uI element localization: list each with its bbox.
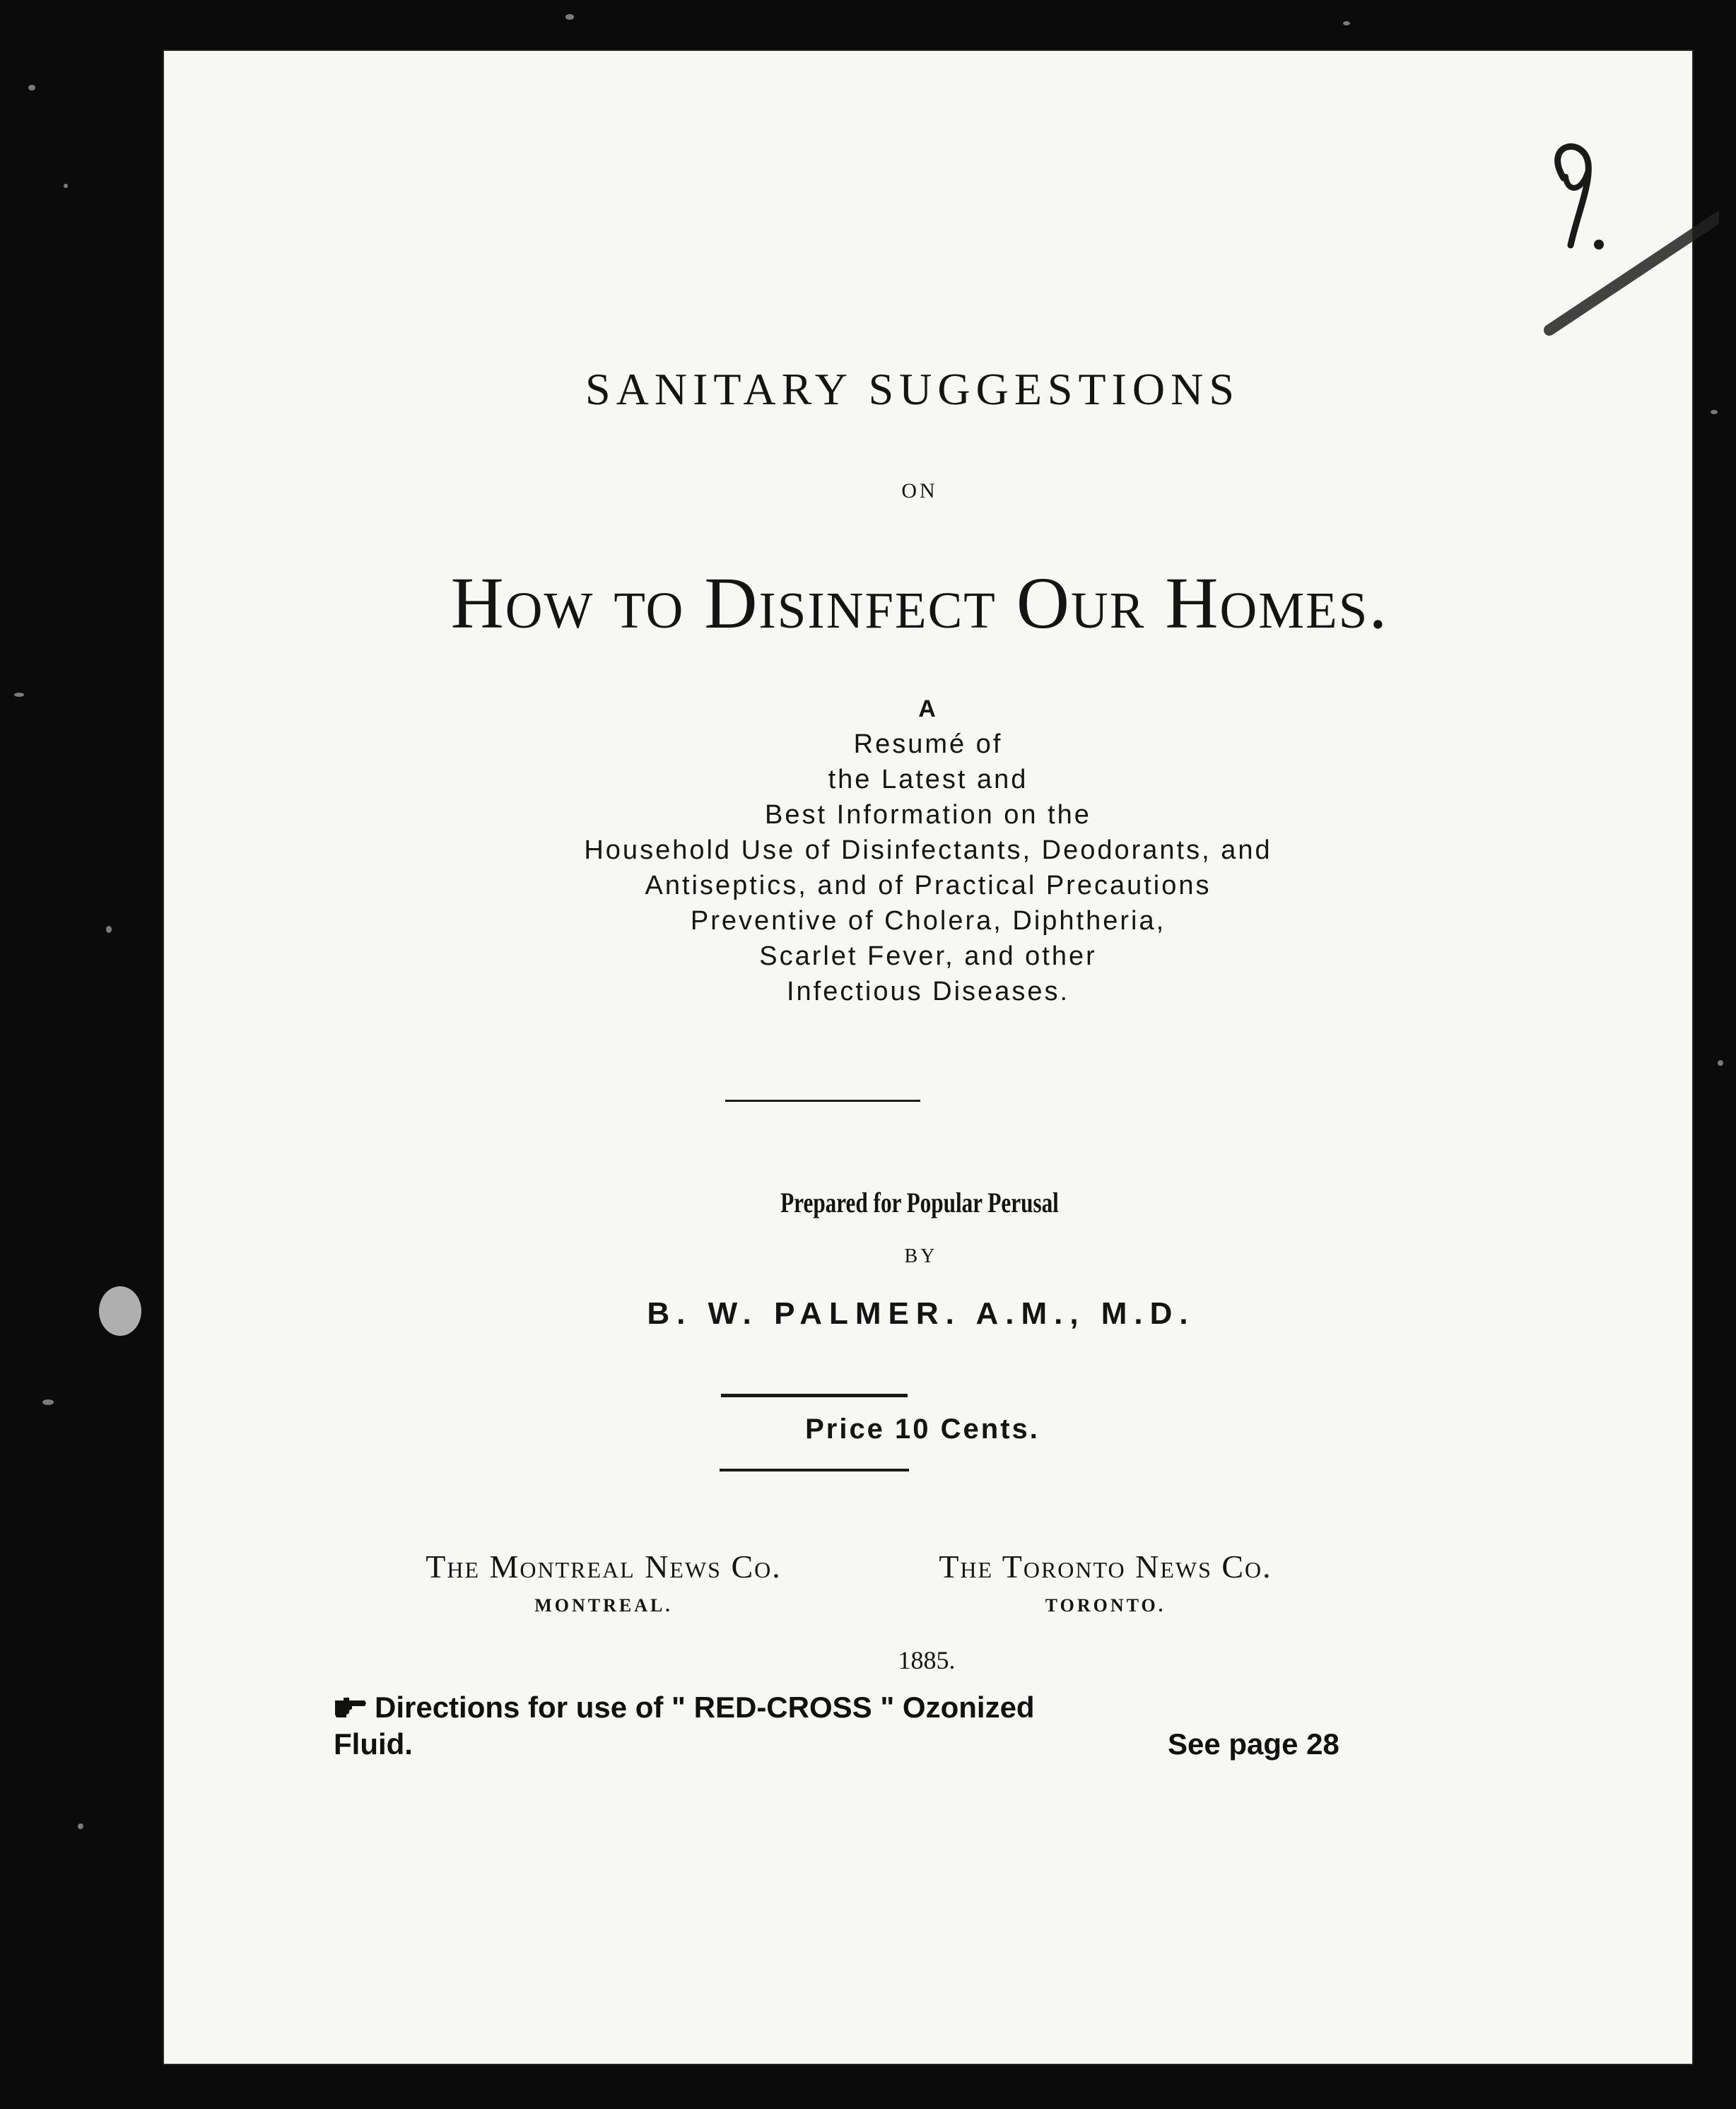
main-title: How to Disinfect Our Homes. xyxy=(450,563,1389,644)
handwritten-number-mark xyxy=(1366,93,1719,348)
film-speck xyxy=(1343,21,1350,25)
subtitle-line: Best Information on the xyxy=(765,800,1091,830)
directions-text: Directions for use of " RED-CROSS " Ozonized xyxy=(375,1691,1035,1724)
paper-tear-blot xyxy=(99,1286,141,1336)
directions-fluid: Fluid. xyxy=(334,1727,413,1761)
subtitle-line: Resumé of xyxy=(853,729,1003,759)
directions-line-2 xyxy=(334,1727,1465,1764)
pointing-hand-icon xyxy=(334,1695,368,1720)
subtitle-line: A xyxy=(918,695,938,722)
publisher-toronto xyxy=(879,1548,1332,1616)
directions-note xyxy=(334,1691,1465,1764)
directions-line-1 xyxy=(334,1691,1465,1727)
subtitle-line: Infectious Diseases. xyxy=(786,977,1070,1006)
film-speck xyxy=(42,1399,54,1405)
title-page xyxy=(164,51,1692,2064)
subtitle-line: Antiseptics, and of Practical Precautions xyxy=(645,871,1212,900)
film-speck xyxy=(14,693,24,697)
film-speck xyxy=(1718,1060,1723,1066)
film-speck xyxy=(78,1823,83,1829)
price-rule-bottom xyxy=(720,1469,909,1471)
film-speck xyxy=(565,14,574,20)
subtitle-line: Preventive of Cholera, Diphtheria, xyxy=(690,906,1166,936)
price-line: Price 10 Cents. xyxy=(805,1414,1040,1445)
see-page-reference: See page 28 xyxy=(1168,1727,1339,1761)
film-speck xyxy=(64,184,68,188)
publisher-city: TORONTO. xyxy=(1045,1595,1166,1616)
publisher-city: MONTREAL. xyxy=(534,1595,673,1616)
publisher-name: The Montreal News Co. xyxy=(426,1549,782,1585)
film-speck xyxy=(28,85,35,90)
header-on: ON xyxy=(901,479,938,503)
subtitle-block xyxy=(164,691,1692,1009)
subtitle-line: Household Use of Disinfectants, Deodorants, and xyxy=(584,835,1272,865)
publisher-name: The Toronto News Co. xyxy=(939,1549,1272,1585)
divider-rule xyxy=(725,1100,920,1102)
by-line: BY xyxy=(904,1245,938,1267)
author-name: B. W. PALMER. A.M., M.D. xyxy=(647,1296,1195,1331)
film-speck xyxy=(1711,410,1718,414)
prepared-for-line: Prepared for Popular Perusal xyxy=(780,1187,1059,1218)
film-speck xyxy=(106,926,112,933)
header-title: SANITARY SUGGESTIONS xyxy=(585,364,1240,414)
publication-year: 1885. xyxy=(898,1646,956,1674)
price-rule-top xyxy=(721,1394,908,1397)
subtitle-line: the Latest and xyxy=(828,765,1028,794)
subtitle-line: Scarlet Fever, and other xyxy=(759,941,1097,971)
publisher-montreal xyxy=(363,1548,844,1616)
